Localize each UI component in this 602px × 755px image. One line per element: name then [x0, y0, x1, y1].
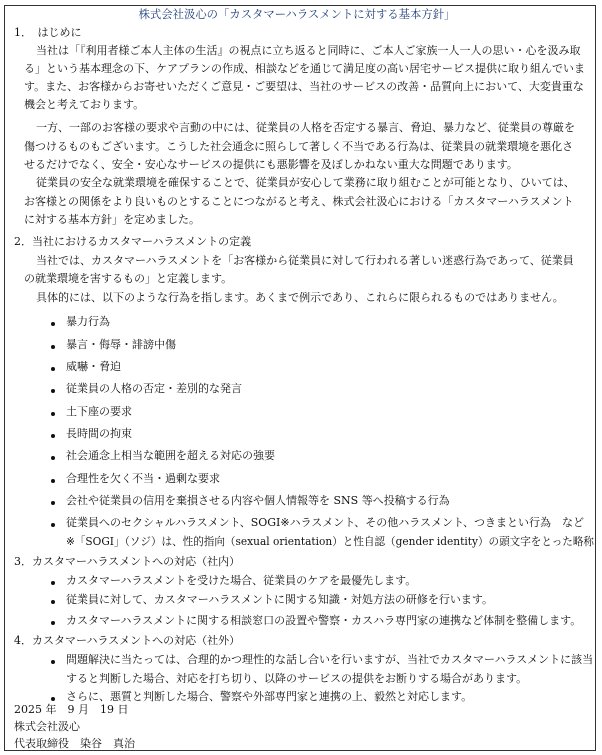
section-3-heading: 3．カスタマーハラスメントへの対応（社内） — [14, 555, 241, 568]
bullet-icon — [51, 581, 55, 585]
s2-item-3: 威嚇・脅迫 — [66, 360, 121, 373]
s4-item-1-line-2: すると判断した場合、対応を打ち切り、以降のサービスの提供をお断りする場合があります。 — [66, 672, 528, 685]
s2-p1-line-2: の就業環境を害するもの」と定義します。 — [24, 272, 233, 285]
bullet-icon — [51, 412, 55, 416]
s1-p1-line-2: る」という基本理念の下、ケアプランの作成、相談などを通じて満足度の高い居宅サービス提供に取り組んでいま — [24, 62, 585, 75]
bullet-icon — [51, 600, 55, 604]
s1-p3-line-2: お客様との関係をより良いものとすることにつながると考え、株式会社汲心における「カスタマーハラスメント — [24, 195, 574, 208]
section-4-heading: 4．カスタマーハラスメントへの対応（社外） — [14, 634, 241, 647]
s2-item-4: 従業員の人格の否定・差別的な発言 — [66, 382, 242, 395]
bullet-icon — [51, 434, 55, 438]
s2-p1-line-1: 当社では、カスタマーハラスメントを「お客様から従業員に対して行われる著しい迷惑行為であって、従業員 — [36, 254, 574, 267]
s2-item-8: 合理性を欠く不当・過剰な要求 — [66, 472, 220, 485]
footer-representative: 代表取締役 染谷 真治 — [14, 737, 135, 750]
s2-item-6: 長時間の拘束 — [66, 427, 132, 440]
s2-p2: 具体的には、以下のような行為を指します。あくまで例示であり、これらに限られるものではありません。 — [36, 291, 564, 304]
s1-p3-line-1: 従業員の安全な就業環境を確保することで、従業員が安心して業務に取り組むことが可能となり、ひいては、 — [36, 176, 575, 189]
s2-note: ※「SOGI」（ソジ）は、性的指向（sexual orientation）と性自認（gender identity）の頭文字をとった略称 — [66, 535, 594, 548]
bullet-icon — [51, 367, 55, 371]
bullet-icon — [51, 621, 55, 625]
bullet-icon — [51, 523, 55, 527]
s1-p2-line-2: 傷つけるものもございます。こうした社会通念に照らして著しく不当である行為は、従業員の就業環境を悪化さ — [24, 140, 574, 153]
s1-p2-line-3: せるだけでなく、安全・安心なサービスの提供にも悪影響を及ぼしかねない重大な問題であります。 — [24, 158, 518, 171]
s1-p3-line-3: に対する基本方針」を定めました。 — [24, 213, 200, 226]
bullet-icon — [51, 389, 55, 393]
bullet-icon — [51, 322, 55, 326]
bullet-icon — [51, 479, 55, 483]
s3-item-2: 従業員に対して、カスタマーハラスメントに関する知識・対処方法の研修を行います。 — [66, 593, 494, 606]
s1-p1-line-4: 機会と考えております。 — [24, 98, 145, 111]
s2-item-1: 暴力行為 — [66, 315, 110, 328]
page-title: 株式会社汲心の「カスタマーハラスメントに対する基本方針」 — [138, 7, 456, 21]
s1-p1-line-1: 当社は「『利用者様ご本人主体の生活』の視点に立ち返ると同時に、ご本人ご家族一人一人の思い・心を汲み取 — [36, 44, 581, 57]
bullet-icon — [51, 501, 55, 505]
bullet-icon — [51, 660, 55, 664]
s1-p1-line-3: す。また、お客様からお寄せいただくご意見・ご要望は、当社のサービスの改善・品質向上において、大変貴重な — [24, 80, 584, 93]
s3-item-1: カスタマーハラスメントを受けた場合、従業員のケアを最優先します。 — [66, 574, 417, 587]
s2-item-10: 従業員へのセクシャルハラスメント、SOGI※ハラスメント、その他ハラスメント、つきまとい行為 など — [66, 516, 584, 529]
s2-item-2: 暴言・侮辱・誹謗中傷 — [66, 338, 176, 351]
section-1-heading: 1． はじめに — [14, 26, 82, 39]
s2-item-5: 土下座の要求 — [66, 405, 132, 418]
bullet-icon — [51, 697, 55, 701]
bullet-icon — [51, 456, 55, 460]
s3-item-3: カスタマーハラスメントに関する相談窓口の設置や警察・カスハラ専門家の連携など体制を整備します。 — [66, 614, 582, 627]
footer-date: 2025 年 9 月 19 日 — [14, 703, 129, 716]
s2-item-9: 会社や従業員の信用を棄損させる内容や個人情報等を SNS 等へ投稿する行為 — [66, 494, 450, 507]
s4-item-1-line-1: 問題解決に当たっては、合理的かつ理性的な話し合いを行いますが、当社でカスタマーハラスメントに該当 — [66, 653, 594, 666]
s2-item-7: 社会通念上相当な範囲を超える対応の強要 — [66, 449, 275, 462]
footer-company: 株式会社汲心 — [14, 720, 80, 733]
section-2-heading: 2．当社におけるカスタマーハラスメントの定義 — [14, 235, 252, 248]
s4-item-2: さらに、悪質と判断した場合、警察や外部専門家と連携の上、毅然と対応します。 — [66, 690, 473, 703]
bullet-icon — [51, 345, 55, 349]
s1-p2-line-1: 一方、一部のお客様の要求や言動の中には、従業員の人格を否定する暴言、脅迫、暴力など、従業員の尊厳を — [36, 121, 575, 134]
